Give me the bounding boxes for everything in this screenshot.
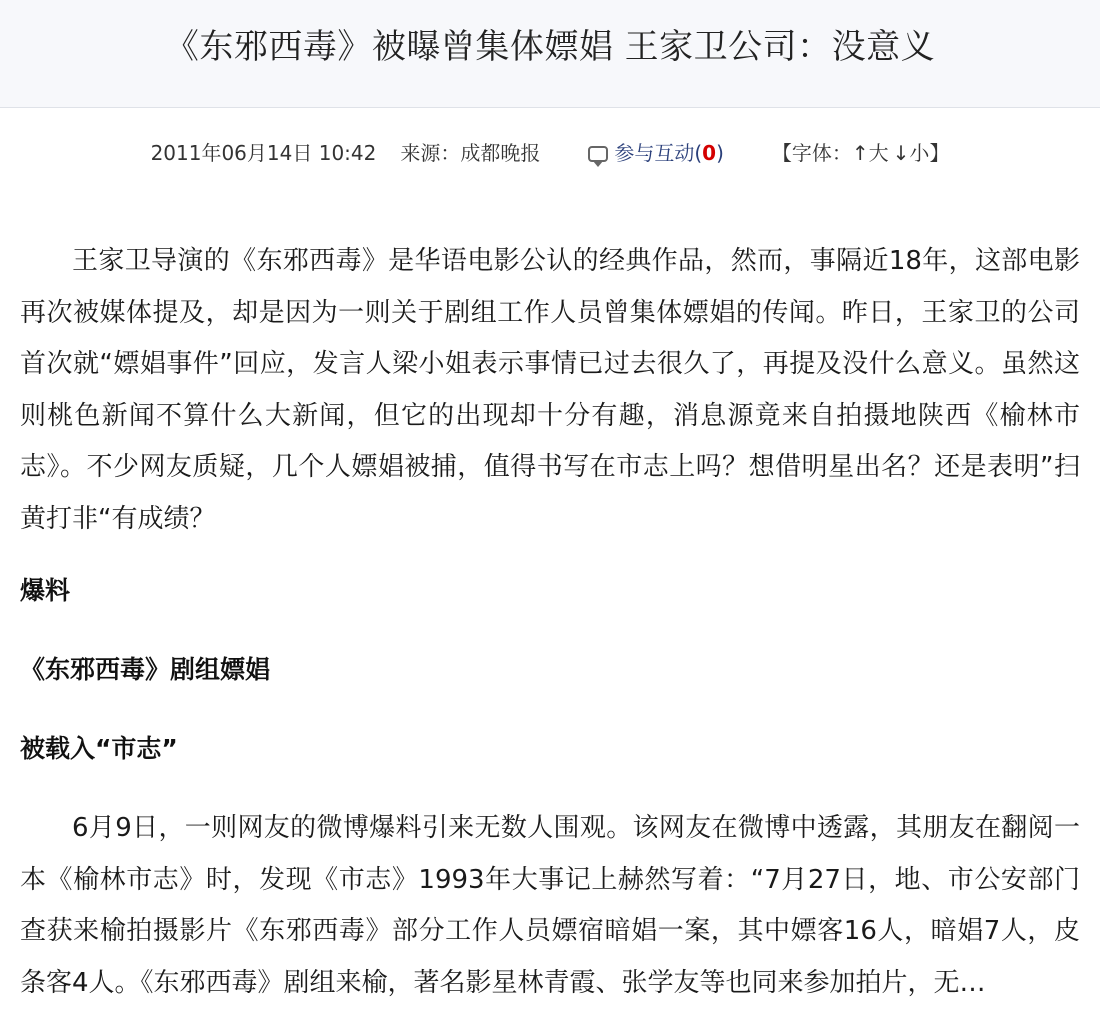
- section-heading-shizhi: 被载入“市志”: [20, 734, 178, 763]
- comment-count-open: (: [694, 141, 703, 165]
- comment-link[interactable]: [614, 136, 724, 170]
- article-meta-bar: [0, 136, 1100, 170]
- comment-count[interactable]: 0: [702, 141, 717, 165]
- section-heading-crew: 《东邪西毒》剧组嫖娼: [20, 655, 271, 684]
- article-paragraph-2: 6月9日，一则网友的微博爆料引来无数人围观。该网友在微博中透露，其朋友在翻阅一本《榆林市志》时，发现《市志》1993年大事记上赫然写着：“7月27日，地、市公安部门查获来榆拍摄影片《东邪西毒》部分工作人员嫖宿暗娼一案，其中嫖客16人，暗娼7人，皮条客4人。《东邪西毒》剧组来榆，著名影星林青霞、张学友等也同来参加拍片，无…: [20, 813, 1080, 998]
- section-heading-baoliao: 爆料: [20, 576, 71, 605]
- source-name: 成都晚报: [460, 141, 541, 165]
- speech-bubble-icon[interactable]: [588, 146, 608, 162]
- font-size-label: 【字体：: [771, 141, 852, 165]
- comment-count-close: ): [716, 141, 724, 165]
- article-paragraph-1: 王家卫导演的《东邪西毒》是华语电影公认的经典作品，然而，事隔近18年，这部电影再次被媒体提及，却是因为一则关于剧组工作人员曾集体嫖娼的传闻。昨日，王家卫的公司首次就“嫖娼事件”回应，发言人梁小姐表示事情已过去很久了，再提及没什么意义。虽然这则桃色新闻不算什么大新闻，但它的出现却十分有趣，消息源竟来自拍摄地陕西《榆林市志》。不少网友质疑，几个人嫖娼被捕，值得书写在市志上吗？想借明星出名？还是表明”扫黄打非“有成绩？: [20, 246, 1080, 534]
- comment-link-label[interactable]: 参与互动: [614, 141, 695, 165]
- source-label: 来源：: [400, 141, 461, 165]
- font-size-large-button[interactable]: ↑大: [851, 141, 889, 165]
- publish-date: 2011年06月14日 10:42: [150, 141, 377, 165]
- article-title: 《东邪西毒》被曝曾集体嫖娼 王家卫公司：没意义: [164, 27, 936, 67]
- font-size-small-button[interactable]: ↓小: [892, 141, 930, 165]
- font-size-close: 】: [929, 141, 950, 165]
- title-banner: [0, 0, 1100, 108]
